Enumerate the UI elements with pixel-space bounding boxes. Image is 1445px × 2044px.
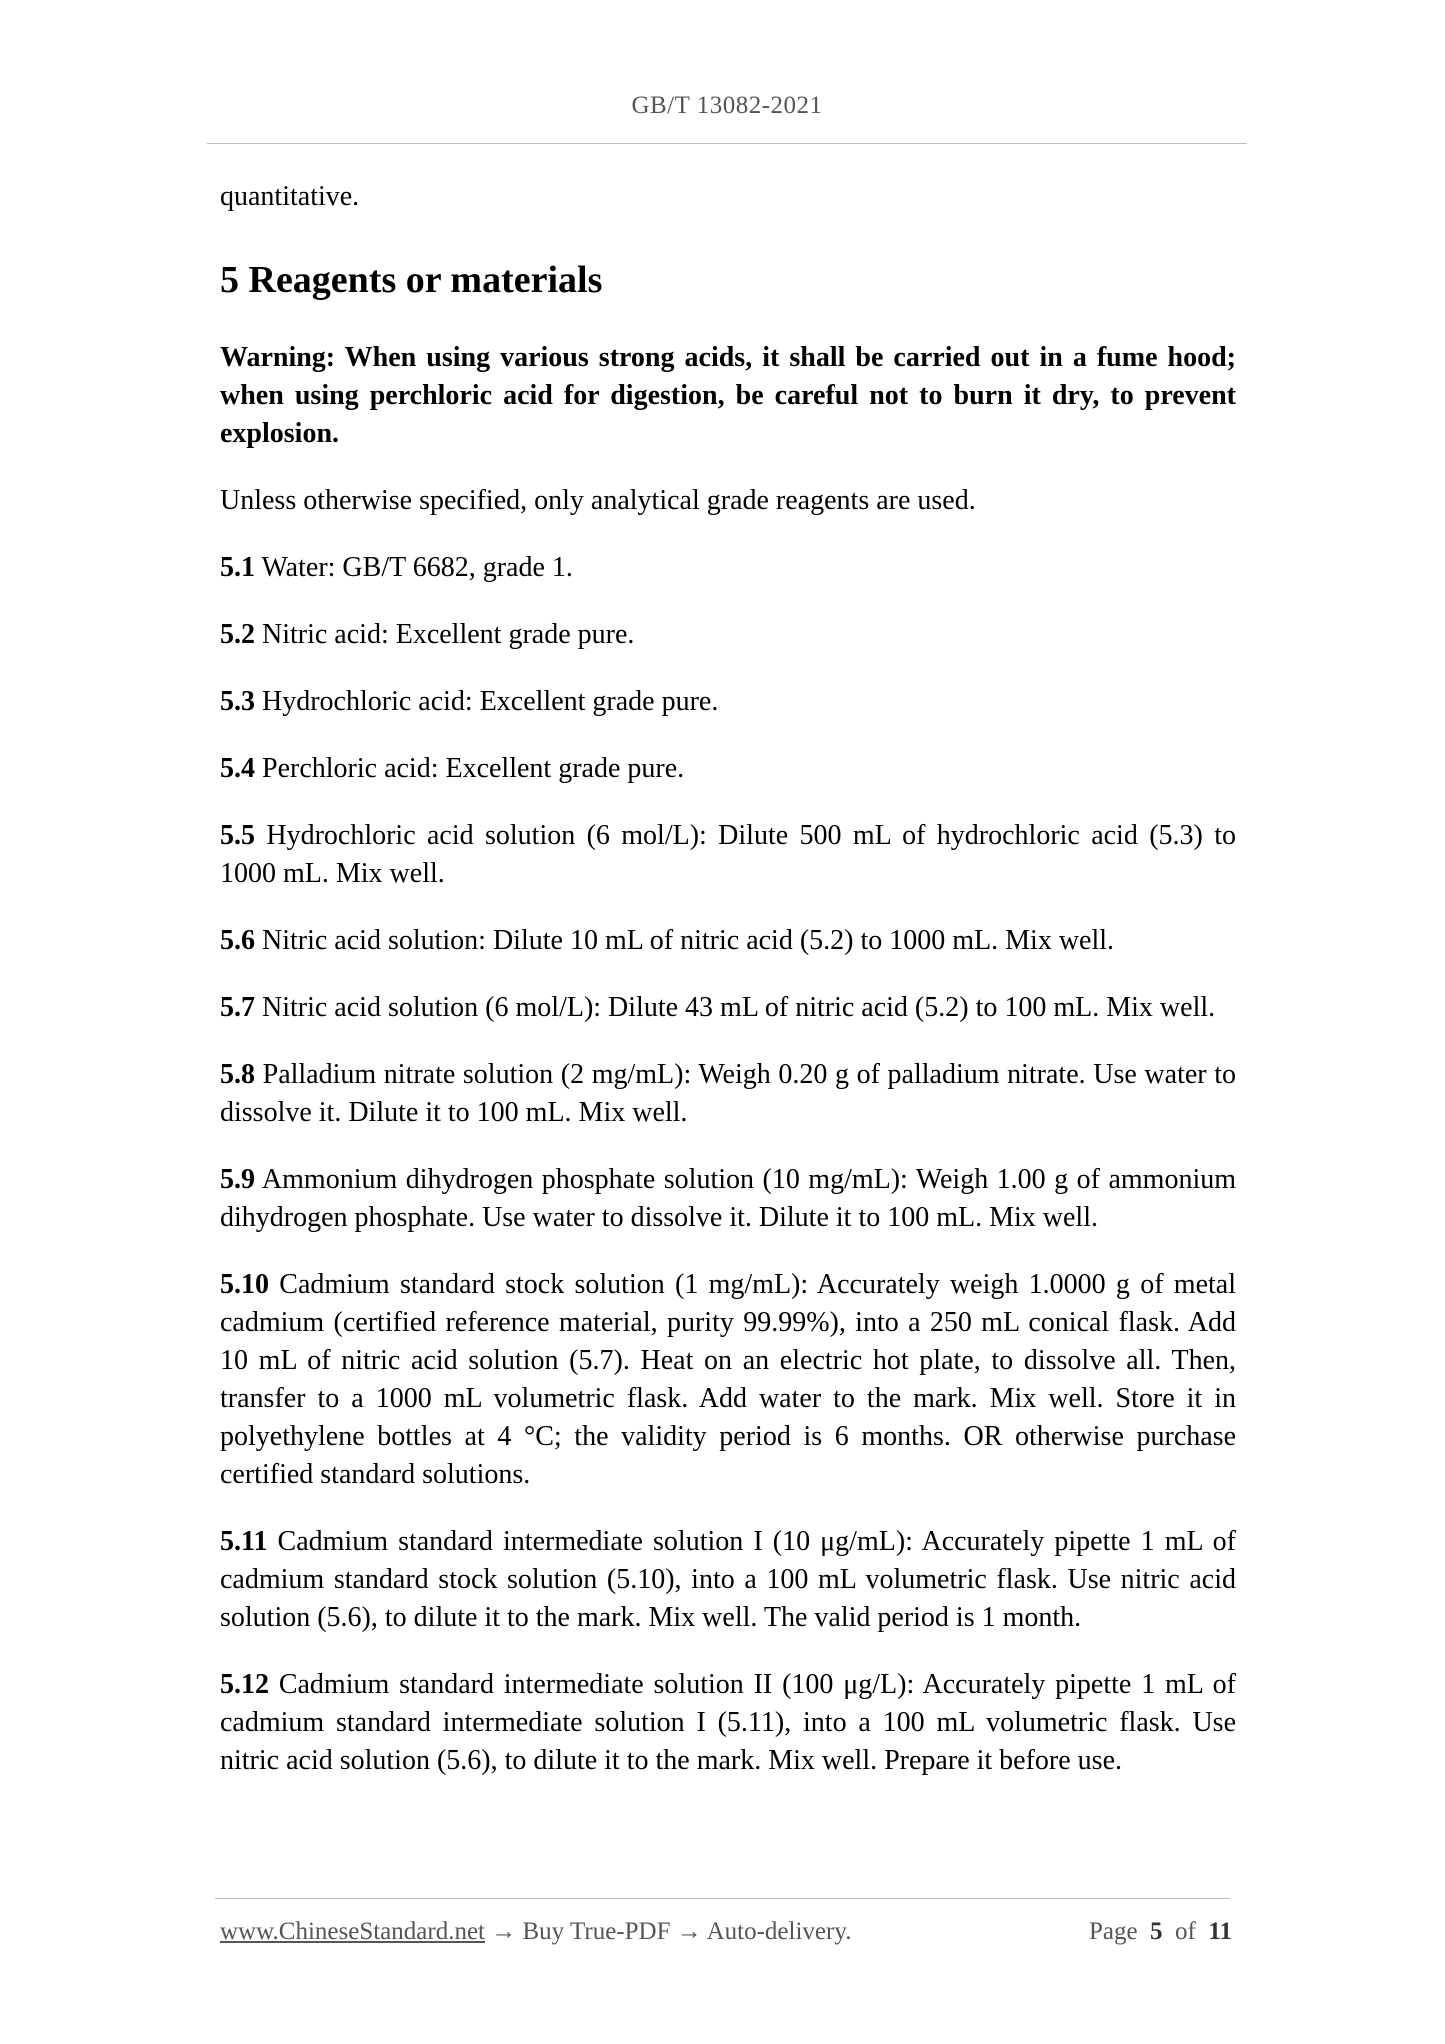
- clause-text: Perchloric acid: Excellent grade pure.: [255, 753, 685, 784]
- clause-5-8: [220, 1056, 1236, 1132]
- clause-text: Hydrochloric acid: Excellent grade pure.: [255, 686, 719, 717]
- arrow-right-icon: →: [485, 1918, 523, 1945]
- page-of-label: of: [1175, 1918, 1196, 1945]
- clause-number: 5.10: [220, 1269, 269, 1300]
- clause-text: Cadmium standard intermediate solution I (10 μg/mL): Accurately pipette 1 mL of cadmium standard stock solution (5.10), into a 100 mL volumetric flask. Use nitric acid solution (5.6), to dilute it to the mark. Mix well. The valid period is 1 month.: [220, 1526, 1236, 1633]
- clause-text: Ammonium dihydrogen phosphate solution (10 mg/mL): Weigh 1.00 g of ammonium dihydrogen phosphate. Use water to dissolve it. Dilute it to 100 mL. Mix well.: [220, 1164, 1236, 1233]
- clause-5-4: [220, 750, 1236, 788]
- clause-text: Palladium nitrate solution (2 mg/mL): Weigh 0.20 g of palladium nitrate. Use water to dissolve it. Dilute it to 100 mL. Mix well.: [220, 1059, 1236, 1128]
- clause-number: 5.1: [220, 552, 255, 583]
- clause-text: Hydrochloric acid solution (6 mol/L): Dilute 500 mL of hydrochloric acid (5.3) to 1000 mL. Mix well.: [220, 820, 1236, 889]
- clause-5-6: [220, 922, 1236, 960]
- clause-text: Nitric acid solution (6 mol/L): Dilute 43 mL of nitric acid (5.2) to 100 mL. Mix well.: [255, 992, 1216, 1023]
- clause-text: Water: GB/T 6682, grade 1.: [255, 552, 573, 583]
- header-divider: [207, 143, 1247, 144]
- warning-paragraph: Warning: When using various strong acids, it shall be carried out in a fume hood; when using perchloric acid for digestion, be careful not to burn it dry, to prevent explosion.: [220, 342, 1236, 449]
- page-label: Page: [1088, 1918, 1138, 1945]
- footer-divider: [215, 1898, 1230, 1899]
- clause-number: 5.12: [220, 1669, 269, 1700]
- clause-text: Nitric acid: Excellent grade pure.: [255, 619, 635, 650]
- clause-5-7: [220, 989, 1236, 1027]
- clause-text: Nitric acid solution: Dilute 10 mL of nitric acid (5.2) to 1000 mL. Mix well.: [255, 925, 1115, 956]
- section-heading: 5 Reagents or materials: [220, 259, 603, 301]
- clause-5-12: [220, 1666, 1236, 1780]
- clause-number: 5.8: [220, 1059, 255, 1090]
- clause-number: 5.2: [220, 619, 255, 650]
- clause-number: 5.9: [220, 1164, 255, 1195]
- clause-number: 5.3: [220, 686, 255, 717]
- clause-5-1: [220, 549, 1236, 587]
- page-number: [1089, 1918, 1232, 1946]
- clause-number: 5.7: [220, 992, 255, 1023]
- clause-text: Cadmium standard intermediate solution II (100 μg/L): Accurately pipette 1 mL of cadmium standard intermediate solution I (5.11), into a 100 mL volumetric flask. Use nitric acid solution (5.6), to dilute it to the mark. Mix well. Prepare it before use.: [220, 1669, 1236, 1776]
- clause-number: 5.4: [220, 753, 255, 784]
- clause-5-5: [220, 817, 1236, 893]
- clause-number: 5.11: [220, 1526, 268, 1557]
- clause-5-3: [220, 683, 1236, 721]
- clause-text: Cadmium standard stock solution (1 mg/mL): Accurately weigh 1.0000 g of metal cadmium (certified reference material, purity 99.99%), into a 250 mL conical flask. Add 10 mL of nitric acid solution (5.7). Heat on an electric hot plate, to dissolve all. Then, transfer to a 1000 mL volumetric flask. Add water to the mark. Mix well. Store it in polyethylene bottles at 4 °C; the validity period is 6 months. OR otherwise purchase certified standard solutions.: [220, 1269, 1236, 1490]
- clause-number: 5.5: [220, 820, 255, 851]
- page-body: [220, 178, 1236, 1809]
- clause-number: 5.6: [220, 925, 255, 956]
- clause-5-11: [220, 1523, 1236, 1637]
- intro-paragraph: Unless otherwise specified, only analytical grade reagents are used.: [220, 485, 976, 516]
- arrow-right-icon: →: [670, 1918, 707, 1945]
- clause-5-10: [220, 1266, 1236, 1494]
- current-page: 5: [1150, 1918, 1163, 1945]
- total-pages: 11: [1208, 1918, 1232, 1945]
- footer-promo: [220, 1918, 851, 1946]
- clause-5-2: [220, 616, 1236, 654]
- auto-delivery-text: Auto-delivery.: [706, 1918, 852, 1945]
- document-header: GB/T 13082-2021: [631, 92, 823, 119]
- buy-pdf-text: Buy True-PDF: [522, 1918, 671, 1945]
- website-link[interactable]: www.ChineseStandard.net: [220, 1918, 485, 1945]
- clause-5-9: [220, 1161, 1236, 1237]
- continued-text: quantitative.: [220, 181, 360, 212]
